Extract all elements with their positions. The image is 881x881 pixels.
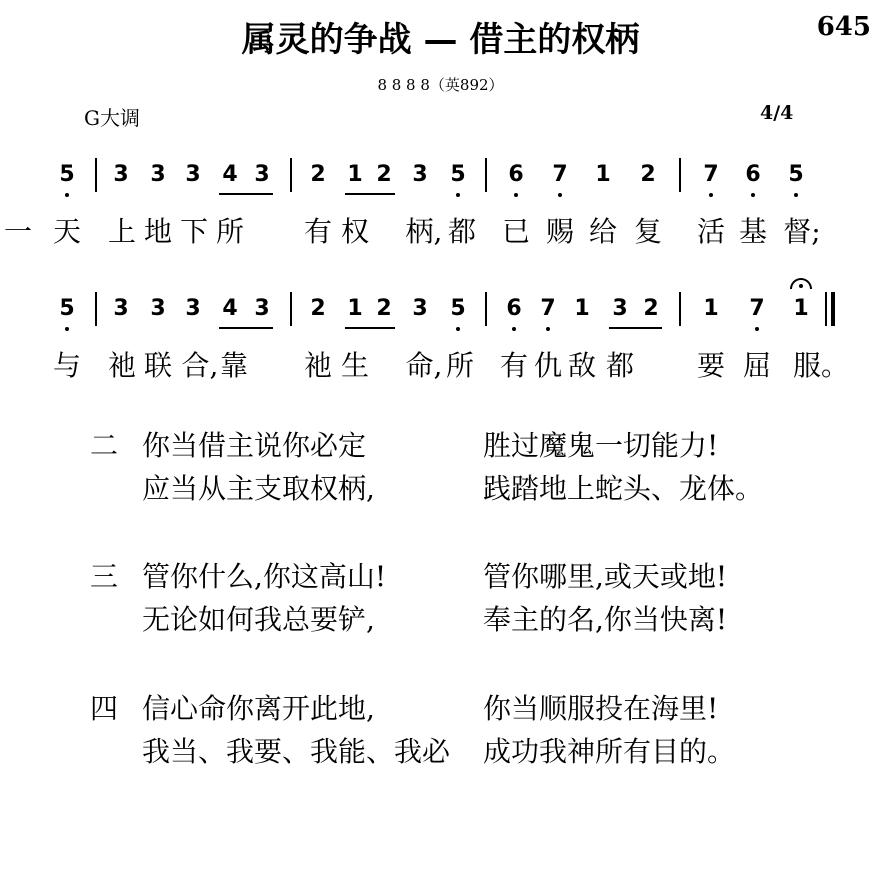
verse-number: 三	[90, 560, 119, 593]
note: 5	[783, 162, 809, 187]
note: 1	[703, 296, 719, 321]
note: 2	[640, 162, 656, 187]
lyric: 下	[179, 215, 208, 248]
lyric: 地	[143, 215, 172, 248]
lyric: 有	[499, 349, 528, 382]
lyric: 敌	[567, 349, 596, 382]
beam	[219, 327, 273, 329]
lyric: 服。	[793, 349, 850, 382]
note: 5	[54, 296, 80, 321]
note: 3	[113, 162, 129, 187]
verse-number: 二	[90, 429, 119, 462]
lyric: 合,	[181, 349, 219, 382]
verse-line: 胜过魔鬼一切能力!	[483, 429, 719, 462]
lyric: 有	[303, 215, 332, 248]
verse-line: 应当从主支取权柄,	[142, 472, 375, 505]
barline	[290, 292, 292, 326]
beam	[345, 193, 395, 195]
note: 2	[310, 296, 326, 321]
verse-line: 奉主的名,你当快离!	[483, 603, 728, 636]
lyric: 上	[107, 215, 136, 248]
lyric: 活	[696, 215, 725, 248]
lyric: 屈	[742, 349, 771, 382]
lyric: 仇	[533, 349, 562, 382]
note: 3	[150, 162, 166, 187]
lyric: 要	[696, 349, 725, 382]
lyric: 与	[52, 349, 81, 382]
fermata-icon	[790, 278, 812, 289]
lyric: 已	[501, 215, 530, 248]
barline	[485, 292, 487, 326]
note: 1	[347, 296, 363, 321]
barline	[290, 158, 292, 192]
note: 2	[310, 162, 326, 187]
verse-line: 信心命你离开此地,	[142, 692, 375, 725]
lyric: 天	[52, 215, 81, 248]
lyric: 祂	[107, 349, 136, 382]
note: 1	[574, 296, 590, 321]
note: 3	[185, 162, 201, 187]
lyric: 督;	[783, 215, 821, 248]
note: 3	[254, 162, 270, 187]
barline	[95, 158, 97, 192]
lyric: 赐	[545, 215, 574, 248]
note: 3	[612, 296, 628, 321]
lyric: 都	[605, 349, 634, 382]
verse-line: 无论如何我总要铲,	[142, 603, 375, 636]
note: 5	[445, 162, 471, 187]
lyric: 基	[738, 215, 767, 248]
time-signature: 4/4	[760, 102, 794, 124]
note: 3	[412, 296, 428, 321]
final-barline	[825, 292, 835, 326]
hymn-number: 645	[816, 12, 871, 42]
note: 5	[54, 162, 80, 187]
note: 2	[643, 296, 659, 321]
lyric: 靠	[219, 349, 248, 382]
note: 7	[535, 296, 561, 321]
note: 1	[793, 296, 809, 321]
hymn-title: 属灵的争战 — 借主的权柄	[241, 20, 640, 60]
verse-line: 你当借主说你必定	[142, 429, 367, 462]
note: 3	[185, 296, 201, 321]
lyric: 给	[588, 215, 617, 248]
note: 3	[412, 162, 428, 187]
note: 3	[150, 296, 166, 321]
note: 7	[698, 162, 724, 187]
note: 1	[595, 162, 611, 187]
barline	[485, 158, 487, 192]
beam	[609, 327, 662, 329]
verse-line: 你当顺服投在海里!	[483, 692, 719, 725]
notation-system-1	[0, 156, 881, 196]
note: 4	[222, 296, 238, 321]
lyric: 权	[340, 215, 369, 248]
lyric: 祂	[303, 349, 332, 382]
verse-line: 践踏地上蛇头、龙体。	[483, 472, 764, 505]
note: 6	[740, 162, 766, 187]
lyric: 命,	[405, 349, 443, 382]
verse-line: 管你什么,你这高山!	[142, 560, 387, 593]
note: 6	[503, 162, 529, 187]
verse-number: 四	[90, 692, 119, 725]
note: 3	[113, 296, 129, 321]
lyric: 都	[447, 215, 476, 248]
beam	[219, 193, 273, 195]
note: 3	[254, 296, 270, 321]
beam	[345, 327, 395, 329]
note: 6	[501, 296, 527, 321]
note: 5	[445, 296, 471, 321]
barline	[679, 292, 681, 326]
notation-system-2	[0, 290, 881, 330]
lyric: 柄,	[405, 215, 443, 248]
lyric: 一	[3, 215, 32, 248]
barline	[679, 158, 681, 192]
verse-line: 我当、我要、我能、我必	[142, 735, 451, 768]
barline	[95, 292, 97, 326]
meter: 8 8 8 8（英892）	[377, 76, 504, 94]
lyric: 联	[143, 349, 172, 382]
note: 7	[547, 162, 573, 187]
key-signature: G大调	[84, 106, 140, 130]
lyric: 所	[215, 215, 244, 248]
lyric: 所	[445, 349, 474, 382]
verse-line: 管你哪里,或天或地!	[483, 560, 728, 593]
verse-line: 成功我神所有目的。	[483, 735, 736, 768]
note: 2	[376, 162, 392, 187]
note: 2	[376, 296, 392, 321]
lyric: 生	[340, 349, 369, 382]
note: 1	[347, 162, 363, 187]
note: 7	[744, 296, 770, 321]
lyric: 复	[633, 215, 662, 248]
note: 4	[222, 162, 238, 187]
